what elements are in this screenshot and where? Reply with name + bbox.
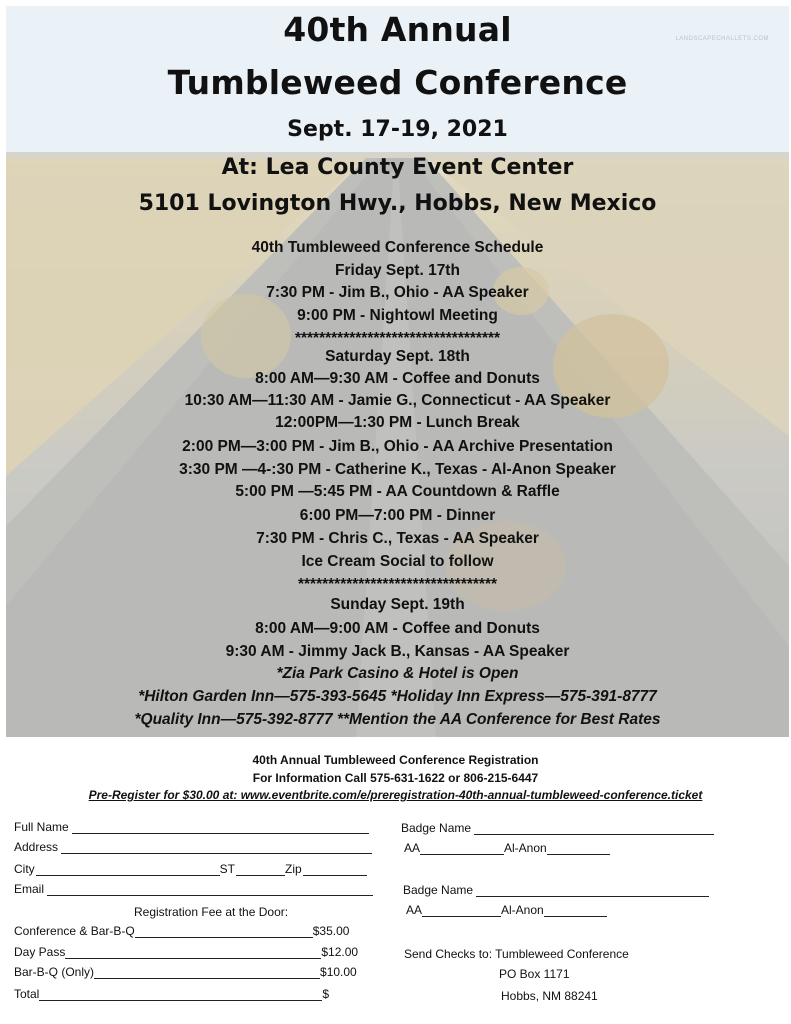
schedule-divider: ********************************* (297, 576, 498, 593)
address-field[interactable] (14, 840, 372, 854)
schedule-line: Sunday Sept. 19th (330, 596, 465, 613)
registration-heading: 40th Annual Tumbleweed Conference Registration (252, 753, 539, 767)
fee-input-line[interactable] (135, 926, 313, 938)
fee-input-line[interactable] (94, 967, 320, 979)
total-label: Total (14, 987, 40, 1001)
title-line-2: Tumbleweed Conference (167, 63, 628, 102)
schedule-line: Saturday Sept. 18th (325, 348, 470, 365)
alanon-label: Al-Anon (504, 841, 547, 855)
email-input-line[interactable] (47, 884, 373, 896)
fee-price: $10.00 (320, 965, 357, 979)
badge-name-input-line[interactable] (474, 823, 714, 835)
badge-name-field[interactable] (401, 821, 714, 835)
schedule-line: 7:30 PM - Jim B., Ohio - AA Speaker (266, 284, 529, 301)
badge-name-label: Badge Name (401, 821, 472, 835)
send-checks-line: Send Checks to: Tumbleweed Conference (404, 947, 629, 961)
badge-type-field-2[interactable] (406, 903, 607, 917)
full-name-field[interactable] (14, 820, 369, 834)
schedule-line: 9:00 PM - Nightowl Meeting (297, 307, 498, 324)
flyer-banner (6, 6, 789, 737)
schedule-line: Ice Cream Social to follow (301, 553, 494, 570)
email-field[interactable] (14, 882, 373, 896)
aa-label: AA (404, 841, 421, 855)
address-input-line[interactable] (61, 842, 372, 854)
schedule-line: 3:30 PM —4-:30 PM - Catherine K., Texas - Al-Anon Speaker (179, 461, 616, 478)
hotel-line: *Hilton Garden Inn—575-393-5645 *Holiday Inn Express—575-391-8777 (138, 688, 657, 705)
hotel-line: *Quality Inn—575-392-8777 **Mention the AA Conference for Best Rates (134, 711, 661, 728)
fee-row[interactable] (14, 945, 358, 959)
schedule-line: 40th Tumbleweed Conference Schedule (251, 239, 544, 256)
total-price: $ (322, 987, 330, 1001)
city-input-line[interactable] (36, 864, 220, 876)
badge-name-input-line[interactable] (476, 885, 709, 897)
aa-checkbox-line[interactable] (422, 905, 501, 917)
st-input-line[interactable] (236, 864, 285, 876)
title-line-1: 40th Annual (283, 10, 512, 49)
fee-input-line[interactable] (65, 947, 321, 959)
event-dates: Sept. 17-19, 2021 (287, 117, 508, 142)
schedule-line: 9:30 AM - Jimmy Jack B., Kansas - AA Speaker (225, 643, 570, 660)
schedule-line: Friday Sept. 17th (335, 262, 460, 279)
fee-row[interactable] (14, 965, 357, 979)
schedule-line: 8:00 AM—9:30 AM - Coffee and Donuts (255, 370, 540, 387)
schedule-line: 5:00 PM —5:45 PM - AA Countdown & Raffle (235, 483, 560, 500)
city-label: City (14, 862, 35, 876)
fee-label: Bar-B-Q (Only) (14, 965, 95, 979)
aa-label: AA (406, 903, 423, 917)
badge-name-field-2[interactable] (403, 883, 709, 897)
st-label: ST (219, 862, 236, 876)
email-label: Email (14, 882, 45, 896)
total-row[interactable] (14, 987, 329, 1001)
hotel-line: *Zia Park Casino & Hotel is Open (276, 665, 519, 682)
schedule-line: 12:00PM—1:30 PM - Lunch Break (275, 414, 520, 431)
alanon-checkbox-line[interactable] (544, 905, 607, 917)
fee-label: Day Pass (14, 945, 66, 959)
preregister-link[interactable]: Pre-Register for $30.00 at: www.eventbrite.com/e/preregistration-40th-annual-tumbleweed-conference.ticket (88, 788, 703, 802)
event-address: 5101 Lovington Hwy., Hobbs, New Mexico (138, 191, 657, 216)
schedule-line: 6:00 PM—7:00 PM - Dinner (299, 507, 496, 524)
full-name-label: Full Name (14, 820, 69, 834)
registration-info: For Information Call 575-631-1622 or 806-215-6447 (252, 771, 539, 785)
schedule-line: 7:30 PM - Chris C., Texas - AA Speaker (256, 530, 539, 547)
total-input-line[interactable] (39, 989, 322, 1001)
fee-price: $12.00 (321, 945, 359, 959)
event-venue: At: Lea County Event Center (221, 155, 574, 180)
badge-type-field[interactable] (404, 841, 610, 855)
city-zip-line: Hobbs, NM 88241 (501, 989, 598, 1003)
schedule-line: 10:30 AM—11:30 AM - Jamie G., Connecticut - AA Speaker (184, 392, 611, 409)
aa-checkbox-line[interactable] (420, 843, 504, 855)
po-box-line: PO Box 1171 (499, 967, 570, 981)
zip-label: Zip (285, 862, 302, 876)
alanon-label: Al-Anon (501, 903, 544, 917)
address-label: Address (14, 840, 59, 854)
alanon-checkbox-line[interactable] (547, 843, 610, 855)
full-name-input-line[interactable] (72, 822, 369, 834)
fee-row[interactable] (14, 924, 349, 938)
schedule-divider: ********************************** (294, 330, 501, 347)
fee-label: Conference & Bar-B-Q (14, 924, 135, 938)
zip-input-line[interactable] (303, 864, 367, 876)
city-st-zip-field[interactable] (14, 862, 367, 876)
schedule-line: 2:00 PM—3:00 PM - Jim B., Ohio - AA Archive Presentation (182, 438, 613, 455)
schedule-line: 8:00 AM—9:00 AM - Coffee and Donuts (255, 620, 540, 637)
fee-price: $35.00 (312, 924, 350, 938)
badge-name-label: Badge Name (403, 883, 474, 897)
fee-heading: Registration Fee at the Door: (134, 905, 289, 919)
watermark-text: LANDSCAPECHALLETS.COM (675, 36, 769, 42)
